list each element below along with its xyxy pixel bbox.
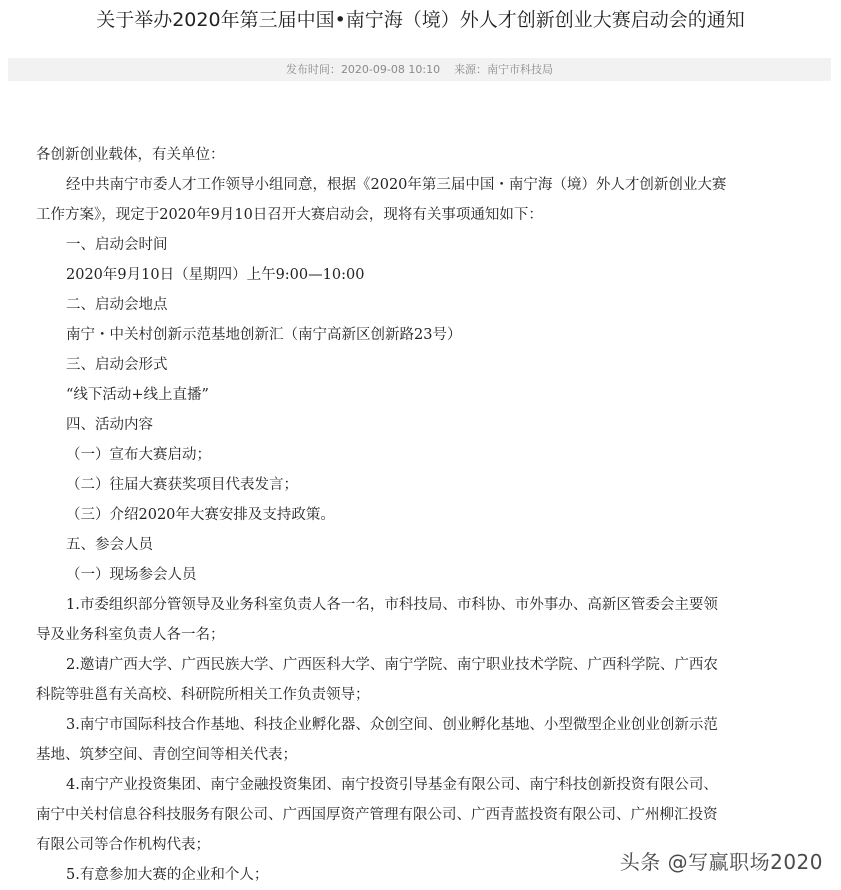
- publish-time-label: 发布时间：: [285, 63, 341, 76]
- section-4-heading: 四、活动内容: [66, 417, 153, 433]
- participant-4-line-1: 4.南宁产业投资集团、南宁金融投资集团、南宁投资引导基金有限公司、南宁科技创新投资有限公司、: [66, 777, 718, 793]
- participant-3-line-2: 基地、筑梦空间、青创空间等相关代表；: [36, 747, 297, 763]
- section-4-item-1: （一）宣布大赛启动；: [66, 447, 211, 463]
- publish-time: 2020-09-08 10:10: [340, 63, 441, 76]
- source-label: 来源：: [454, 63, 488, 76]
- participant-4-line-3: 有限公司等合作机构代表；: [36, 837, 210, 853]
- section-5-sub-1: （一）现场参会人员: [66, 567, 197, 583]
- section-1-text: 2020年9月10日（星期四）上午9:00—10:00: [66, 267, 365, 283]
- participant-2-line-2: 科院等驻邕有关高校、科研院所相关工作负责领导；: [36, 687, 370, 703]
- participant-1-line-1: 1.市委组织部分管领导及业务科室负责人各一名，市科技局、市科协、市外事办、高新区管委会主要领: [66, 597, 718, 613]
- section-3-text: “线下活动+线上直播”: [66, 387, 209, 403]
- section-2-text: 南宁・中关村创新示范基地创新汇（南宁高新区创新路23号）: [66, 327, 462, 343]
- page-title: 关于举办2020年第三届中国•南宁海（境）外人才创新创业大赛启动会的通知: [96, 9, 745, 31]
- article-body: [36, 140, 804, 890]
- greeting: 各创新创业载体，有关单位：: [36, 147, 225, 163]
- watermark: 头条 @写赢职场2020: [619, 850, 823, 874]
- intro-line-1: 经中共南宁市委人才工作领导小组同意，根据《2020年第三届中国・南宁海（境）外人才创新创业大赛: [66, 177, 727, 193]
- participant-3-line-1: 3.南宁市国际科技合作基地、科技企业孵化器、众创空间、创业孵化基地、小型微型企业创业创新示范: [66, 717, 718, 733]
- section-5-heading: 五、参会人员: [66, 537, 153, 553]
- section-3-heading: 三、启动会形式: [66, 357, 168, 373]
- section-4-item-3: （三）介绍2020年大赛安排及支持政策。: [66, 507, 335, 523]
- section-4-item-2: （二）往届大赛获奖项目代表发言；: [66, 477, 298, 493]
- participant-1-line-2: 导及业务科室负责人各一名；: [36, 627, 225, 643]
- source: 南宁市科技局: [487, 63, 554, 76]
- section-2-heading: 二、启动会地点: [66, 297, 168, 313]
- participant-2-line-1: 2.邀请广西大学、广西民族大学、广西医科大学、南宁学院、南宁职业技术学院、广西科学院、广西农: [66, 657, 718, 673]
- intro-line-2: 工作方案》，现定于2020年9月10日召开大赛启动会，现将有关事项通知如下：: [36, 207, 543, 223]
- participant-4-line-2: 南宁中关村信息谷科技服务有限公司、广西国厚资产管理有限公司、广西青蓝投资有限公司、广州柳汇投资: [36, 807, 718, 823]
- meta-bar: [8, 58, 831, 81]
- section-1-heading: 一、启动会时间: [66, 237, 168, 253]
- participant-5-line-1: 5.有意参加大赛的企业和个人；: [66, 867, 269, 883]
